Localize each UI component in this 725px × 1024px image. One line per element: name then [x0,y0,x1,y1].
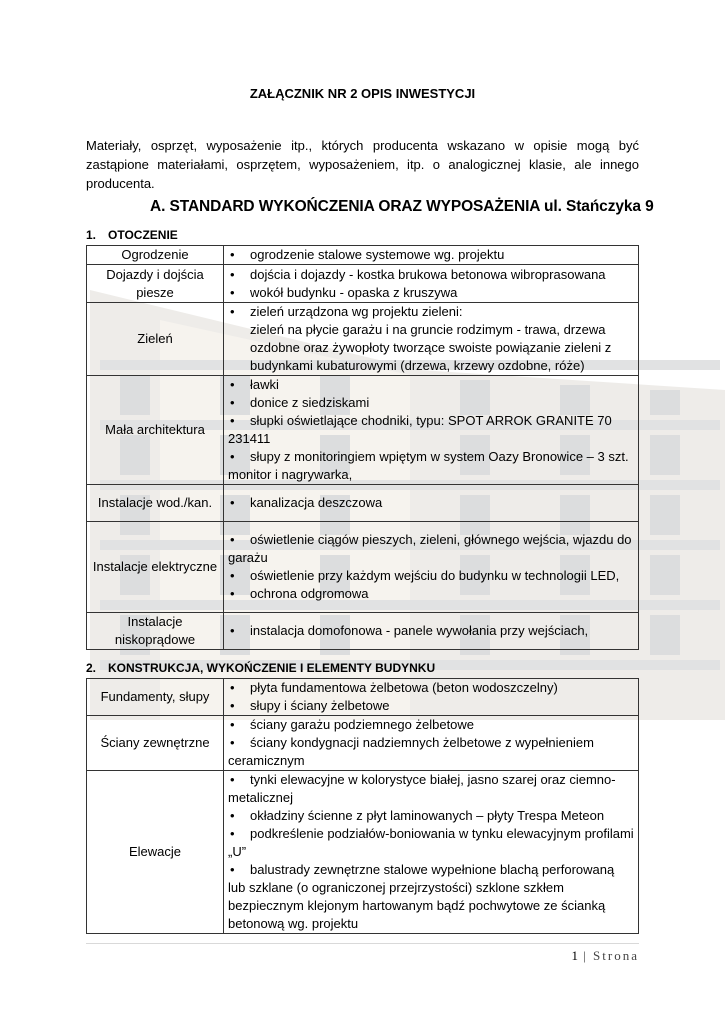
row-content [224,716,639,771]
table-row [87,522,639,613]
list-item: • dojścia i dojazdy - kostka brukowa betonowa wibroprasowana [228,266,635,284]
list-item: • ławki [228,376,635,394]
table-row [87,679,639,716]
otoczenie-table [86,245,639,650]
table-row [87,303,639,376]
footer-divider [86,943,639,944]
page-word: Strona [593,948,639,963]
list-item: • ogrodzenie stalowe systemowe wg. projektu [228,246,635,264]
list-item: • zieleń urządzona wg projektu zieleni: [228,303,635,321]
row-content [224,771,639,934]
row-label: Zieleń [87,303,224,376]
page-number: 1 [571,948,578,963]
list-item: • okładziny ścienne z płyt laminowanych – płyty Trespa Meteon [228,807,635,825]
list-item: • instalacja domofonowa - panele wywołania przy wejściach, [228,622,635,640]
row-content [224,613,639,650]
list-item: • płyta fundamentowa żelbetowa (beton wodoszczelny) [228,679,635,697]
list-item: • słupy z monitoringiem wpiętym w system Oazy Bronowice – 3 szt. monitor i nagrywarka, [228,448,635,484]
row-label: Mała architektura [87,376,224,485]
list-item: • oświetlenie przy każdym wejściu do budynku w technologii LED, [228,567,635,585]
list-item: • podkreślenie podziałów-boniowania w tynku elewacyjnym profilami „U” [228,825,635,861]
section-2-number: 2. [86,661,97,675]
list-item: • ściany garażu podziemnego żelbetowe [228,716,635,734]
footer-separator: | [583,948,588,963]
row-content [224,246,639,265]
section-a-heading: A. STANDARD WYKOŃCZENIA ORAZ WYPOSAŻENIA ul. Stańczyka 9 [150,198,654,215]
row-label: Elewacje [87,771,224,934]
row-label: Ściany zewnętrzne [87,716,224,771]
row-label: Ogrodzenie [87,246,224,265]
row-label: Instalacje wod./kan. [87,485,224,522]
list-item: • wokół budynku - opaska z kruszywa [228,284,635,302]
section-1-heading [86,228,178,242]
table-row [87,771,639,934]
row-label: Instalacje elektryczne [87,522,224,613]
row-content [224,265,639,303]
page-title: ZAŁĄCZNIK NR 2 OPIS INWESTYCJI [249,86,476,101]
section-2-heading [86,661,435,675]
page-footer [571,948,639,964]
list-item: • kanalizacja deszczowa [228,494,635,512]
row-content [224,522,639,613]
list-item: • donice z siedziskami [228,394,635,412]
intro-paragraph: Materiały, osprzęt, wyposażenie itp., których producenta wskazano w opisie mogą być zastąpione materiałami, osprzętem, wyposażeniem, itp. o analogicznej klasie, ale innego producenta. [86,138,639,191]
table-row [87,265,639,303]
row-label: Dojazdy i dojścia piesze [87,265,224,303]
list-item: • ściany kondygnacji nadziemnych żelbetowe z wypełnieniem ceramicznym [228,734,635,770]
list-item: • ochrona odgromowa [228,585,635,603]
list-item: • słupki oświetlające chodniki, typu: SPOT ARROK GRANITE 70 231411 [228,412,635,448]
section-2-title: KONSTRUKCJA, WYKOŃCZENIE I ELEMENTY BUDYNKU [108,661,436,675]
list-item: • balustrady zewnętrzne stalowe wypełnione blachą perforowaną lub szklane (o ograniczonej przejrzystości) szklone szkłem bezpiecznym klejonym hartowanym bądź pochwytowe ze ścianką betonową wg. projektu [228,861,635,933]
row-label: Instalacje niskoprądowe [87,613,224,650]
table-row [87,613,639,650]
table-row [87,376,639,485]
list-item: • słupy i ściany żelbetowe [228,697,635,715]
konstrukcja-table [86,678,639,934]
list-item: • oświetlenie ciągów pieszych, zieleni, głównego wejścia, wjazdu do garażu [228,531,635,567]
list-item-detail: zieleń na płycie garażu i na gruncie rodzimym - trawa, drzewa ozdobne oraz żywopłoty tworzące swoiste powiązanie zieleni z budynkami kubaturowymi (drzewa, krzewy ozdobne, róże) [250,322,612,373]
row-content [224,679,639,716]
table-row [87,716,639,771]
row-content [224,376,639,485]
section-1-title: OTOCZENIE [108,228,178,242]
table-row [87,485,639,522]
table-row [87,246,639,265]
row-label: Fundamenty, słupy [87,679,224,716]
row-content [224,303,639,376]
list-item: • tynki elewacyjne w kolorystyce białej, jasno szarej oraz ciemno-metalicznej [228,771,635,807]
section-1-number: 1. [86,228,97,242]
row-content [224,485,639,522]
